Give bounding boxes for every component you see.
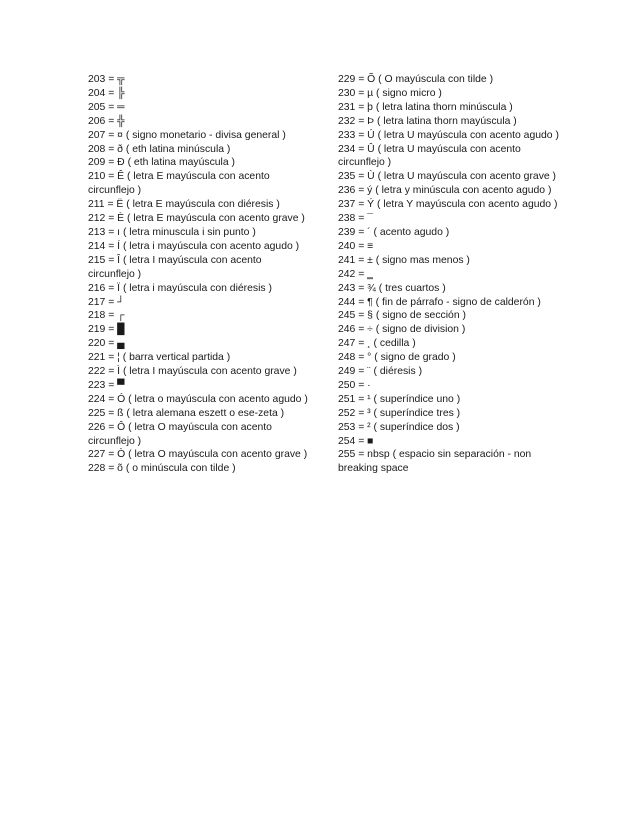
entry-227: 227 = Ò ( letra O mayúscula con acento grave ) xyxy=(88,449,308,461)
entry-223: 223 = ▀ xyxy=(88,379,125,391)
entry-206: 206 = ╬ xyxy=(88,115,125,127)
entry-254: 254 = ■ xyxy=(338,435,374,447)
entry-221: 221 = ¦ ( barra vertical partida ) xyxy=(88,352,231,364)
entry-208: 208 = ð ( eth latina minúscula ) xyxy=(88,143,231,155)
entry-250: 250 = · xyxy=(338,379,371,391)
entry-235: 235 = Ù ( letra U mayúscula con acento grave ) xyxy=(338,171,557,183)
entry-241: 241 = ± ( signo mas menos ) xyxy=(338,254,470,266)
entry-249: 249 = ¨ ( diéresis ) xyxy=(338,366,423,378)
entry-222: 222 = Ì ( letra I mayúscula con acento grave ) xyxy=(88,366,297,378)
entry-237: 237 = Ý ( letra Y mayúscula con acento agudo ) xyxy=(338,199,558,211)
entry-225: 225 = ß ( letra alemana eszett o ese-zeta ) xyxy=(88,407,285,419)
entry-240: 240 = ≡ xyxy=(338,240,374,252)
entry-226: 226 = Ô ( letra O mayúscula con acento circunflejo ) xyxy=(88,421,272,447)
entry-205: 205 = ═ xyxy=(88,101,125,113)
entry-224: 224 = Ó ( letra o mayúscula con acento agudo ) xyxy=(88,393,308,405)
entry-248: 248 = ° ( signo de grado ) xyxy=(338,352,456,364)
entry-210: 210 = Ê ( letra E mayúscula con acento circunflejo ) xyxy=(88,171,270,197)
entry-246: 246 = ÷ ( signo de division ) xyxy=(338,324,466,336)
entry-253: 253 = ² ( superíndice dos ) xyxy=(338,421,460,433)
left-column xyxy=(88,73,310,476)
entry-251: 251 = ¹ ( superíndice uno ) xyxy=(338,393,461,405)
entry-212: 212 = È ( letra E mayúscula con acento grave ) xyxy=(88,213,305,225)
entry-228: 228 = õ ( o minúscula con tilde ) xyxy=(88,463,236,475)
entry-233: 233 = Ú ( letra U mayúscula con acento agudo ) xyxy=(338,129,559,141)
entry-213: 213 = ı ( letra minuscula i sin punto ) xyxy=(88,226,256,238)
entry-230: 230 = µ ( signo micro ) xyxy=(338,87,442,99)
entry-238: 238 = ¯ xyxy=(338,213,373,225)
entry-255: 255 = nbsp ( espacio sin separación - non breaking space xyxy=(338,449,532,475)
entry-209: 209 = Ð ( eth latina mayúscula ) xyxy=(88,157,235,169)
entry-217: 217 = ┘ xyxy=(88,296,125,308)
entry-229: 229 = Õ ( O mayúscula con tilde ) xyxy=(338,74,494,85)
entry-239: 239 = ´ ( acento agudo ) xyxy=(338,226,450,238)
entry-219: 219 = █ xyxy=(88,324,125,336)
right-column xyxy=(338,73,560,476)
entry-215: 215 = Î ( letra I mayúscula con acento circunflejo ) xyxy=(88,254,262,280)
entry-218: 218 = ┌ xyxy=(88,310,125,322)
entry-220: 220 = ▄ xyxy=(88,338,125,350)
entry-216: 216 = Ï ( letra i mayúscula con diéresis ) xyxy=(88,282,272,294)
entry-232: 232 = Þ ( letra latina thorn mayúscula ) xyxy=(338,115,517,127)
entry-247: 247 = ¸ ( cedilla ) xyxy=(338,338,416,350)
entry-234: 234 = Û ( letra U mayúscula con acento circunflejo ) xyxy=(338,143,521,169)
entry-214: 214 = Í ( letra i mayúscula con acento agudo ) xyxy=(88,240,300,252)
entry-236: 236 = ý ( letra y minúscula con acento agudo ) xyxy=(338,185,552,197)
entry-252: 252 = ³ ( superíndice tres ) xyxy=(338,407,461,419)
entry-203: 203 = ╦ xyxy=(88,74,125,85)
entry-204: 204 = ╠ xyxy=(88,87,125,99)
entry-244: 244 = ¶ ( fin de párrafo - signo de calderón ) xyxy=(338,296,541,308)
entry-242: 242 = ‗ xyxy=(338,268,373,280)
entry-245: 245 = § ( signo de sección ) xyxy=(338,310,466,322)
entry-231: 231 = þ ( letra latina thorn minúscula ) xyxy=(338,101,513,113)
entry-207: 207 = ¤ ( signo monetario - divisa general ) xyxy=(88,129,286,141)
entry-211: 211 = Ë ( letra E mayúscula con diéresis ) xyxy=(88,199,280,211)
entry-243: 243 = ¾ ( tres cuartos ) xyxy=(338,282,446,294)
